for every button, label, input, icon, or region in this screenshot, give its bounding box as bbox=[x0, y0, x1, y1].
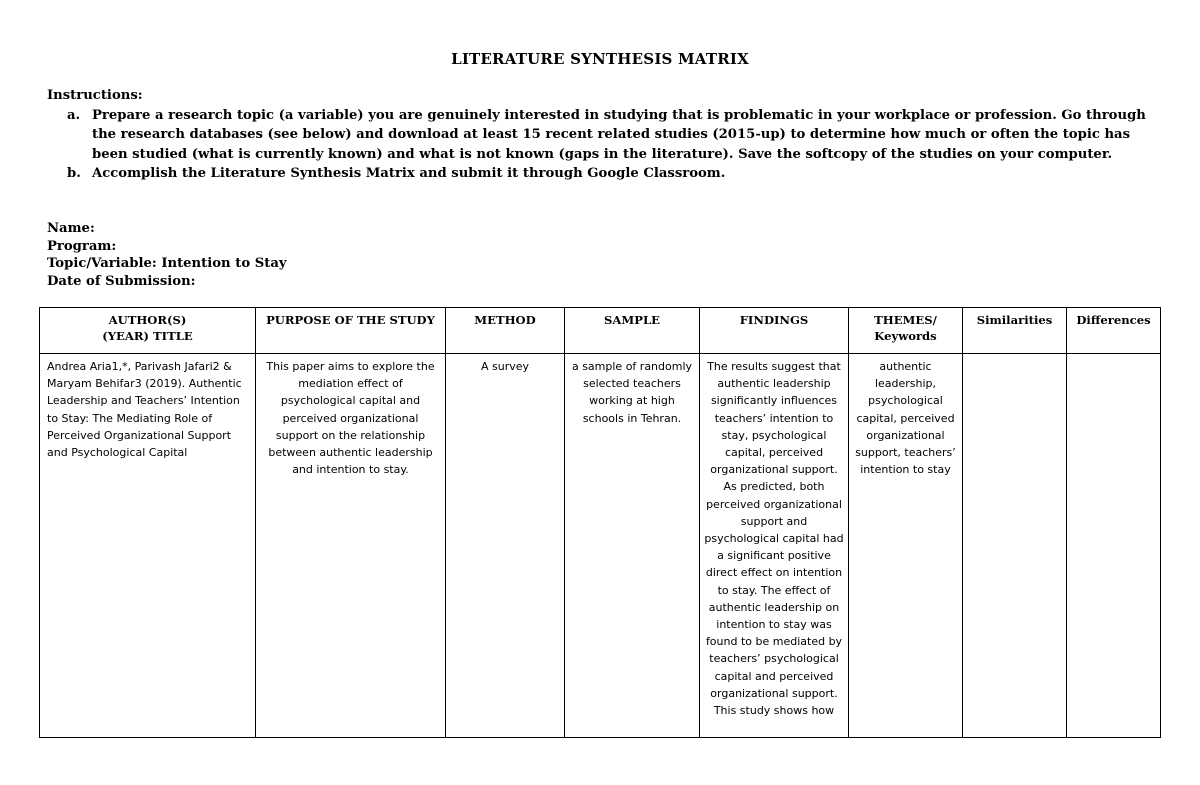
topic-field: Topic/Variable: Intention to Stay bbox=[47, 256, 287, 271]
cell-similarities bbox=[963, 354, 1067, 738]
header-sample: SAMPLE bbox=[565, 308, 700, 354]
submission-fields bbox=[47, 220, 287, 290]
header-themes bbox=[849, 308, 963, 354]
cell-author: Andrea Aria1,*, Parivash Jafari2 & Maryam Behifar3 (2019). Authentic Leadership and Teachers’ Intention to Stay: The Mediating Role of Perceived Organizational Support and Psychological Capital bbox=[40, 354, 256, 738]
header-themes-line2: Keywords bbox=[874, 329, 937, 343]
cell-purpose: This paper aims to explore the mediation effect of psychological capital and perceived organizational support on the relationship between authentic leadership and intention to stay. bbox=[256, 354, 446, 738]
header-author-line2: (YEAR) TITLE bbox=[102, 329, 193, 343]
header-author bbox=[40, 308, 256, 354]
header-differences: Differences bbox=[1067, 308, 1161, 354]
page-title: LITERATURE SYNTHESIS MATRIX bbox=[451, 50, 749, 68]
cell-themes: authentic leadership, psychological capital, perceived organizational support, teachers’ intention to stay bbox=[849, 354, 963, 738]
header-themes-line1: THEMES/ bbox=[874, 313, 937, 327]
header-purpose: PURPOSE OF THE STUDY bbox=[256, 308, 446, 354]
header-author-line1: AUTHOR(S) bbox=[108, 313, 187, 327]
program-field: Program: bbox=[47, 238, 117, 254]
header-similarities: Similarities bbox=[963, 308, 1067, 354]
instruction-item-a bbox=[47, 106, 1157, 165]
cell-findings: The results suggest that authentic leadership significantly influences teachers’ intention to stay, psychological capital, perceived organizational support. As predicted, both perceived organizational support and psychological capital had a significant positive direct effect on intention to stay. The effect of authentic leadership on intention to stay was found to be mediated by teachers’ psychological capital and perceived organizational support. This study shows how bbox=[700, 354, 849, 738]
instruction-marker: b. bbox=[67, 166, 81, 181]
instruction-marker: a. bbox=[67, 107, 81, 123]
instruction-item-b bbox=[47, 164, 1157, 184]
instruction-text: Accomplish the Literature Synthesis Matrix and submit it through Google Classroom. bbox=[92, 166, 726, 181]
instructions-section bbox=[47, 86, 1157, 184]
cell-method: A survey bbox=[446, 354, 565, 738]
instructions-heading: Instructions: bbox=[47, 88, 143, 103]
table-header-row bbox=[40, 308, 1161, 354]
table-row bbox=[40, 354, 1161, 738]
instructions-list bbox=[47, 106, 1157, 184]
name-field: Name: bbox=[47, 221, 95, 236]
header-method: METHOD bbox=[446, 308, 565, 354]
instruction-text: Prepare a research topic (a variable) you are genuinely interested in studying that is problematic in your workplace or profession. Go through the research databases (see below) and download at least 15 recent related studies (2015-up) to determine how much or often the topic has been studied (what is currently known) and what is not known (gaps in the literature). Save the softcopy of the studies on your computer. bbox=[92, 107, 1146, 162]
date-field: Date of Submission: bbox=[47, 273, 196, 289]
cell-sample: a sample of randomly selected teachers working at high schools in Tehran. bbox=[565, 354, 700, 738]
header-findings: FINDINGS bbox=[700, 308, 849, 354]
cell-differences bbox=[1067, 354, 1161, 738]
synthesis-matrix-table bbox=[39, 307, 1161, 738]
